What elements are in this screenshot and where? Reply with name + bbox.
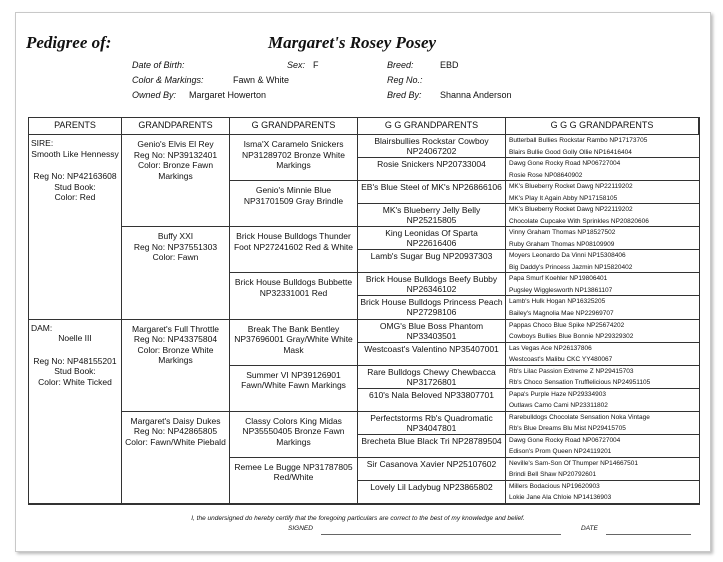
ggg-grandparent-pair bbox=[506, 412, 699, 435]
parent-color: Color: White Ticked bbox=[38, 376, 112, 387]
ggg-grandparent-entry: Rb's Lilac Passion Extreme Z NP29415703 bbox=[509, 367, 634, 375]
owned-label: Owned By: bbox=[132, 90, 177, 100]
ggg-grandparent-entry: Rarebulldogs Chocolate Sensation Noka Vintage bbox=[509, 413, 650, 421]
breed-value: EBD bbox=[440, 60, 459, 70]
ggg-grandparent-entry: Pugsley Wigglesworth NP13861107 bbox=[509, 286, 613, 294]
gg-grandparent-cell: Lamb's Sugar Bug NP20937303 bbox=[358, 250, 506, 273]
ggg-grandparent-pair bbox=[506, 181, 699, 204]
ggg-grandparent-entry: Blairs Bullie Good Golly Ollie NP16416404 bbox=[509, 148, 632, 156]
gg-grandparent-cell: 610's Nala Beloved NP33807701 bbox=[358, 389, 506, 412]
ggg-grandparent-entry: Rosie Rose NP08640902 bbox=[509, 171, 583, 179]
reg-label: Reg No.: bbox=[387, 75, 423, 85]
gg-grandparent-cell: Rosie Snickers NP20733004 bbox=[358, 158, 506, 181]
gg-grandparent-cell: Rare Bulldogs Chewy Chewbacca NP31726801 bbox=[358, 366, 506, 389]
ggg-grandparent-entry: MK's Play It Again Abby NP17158105 bbox=[509, 194, 618, 202]
ggg-grandparent-entry: Pappas Choco Blue Spike NP25674202 bbox=[509, 321, 625, 329]
certification-text: I, the undersigned do hereby certify that the foregoing particulars are correct to the best of my knowledge and belief. bbox=[191, 515, 525, 522]
sex-value: F bbox=[313, 60, 319, 70]
ggg-grandparent-entry: Moyers Leonardo Da Vinni NP15308406 bbox=[509, 252, 626, 260]
parent-color: Color: Red bbox=[54, 192, 96, 202]
gg-grandparent-cell: Brecheta Blue Black Tri NP28789504 bbox=[358, 435, 506, 458]
ggg-grandparent-entry: Rb's Choco Sensation Trufflelicious NP24951105 bbox=[509, 379, 651, 387]
ggg-grandparent-pair bbox=[506, 273, 699, 296]
ggg-grandparent-entry: Lamb's Hulk Hogan NP16325205 bbox=[509, 298, 606, 306]
parent-name: Noelle III bbox=[58, 333, 92, 343]
ggg-grandparent-entry: Big Daddy's Princess Jazmin NP15820402 bbox=[509, 263, 633, 271]
ggg-grandparent-pair bbox=[506, 158, 699, 181]
ggg-grandparent-pair bbox=[506, 250, 699, 273]
breed-label: Breed: bbox=[387, 60, 414, 70]
ggg-grandparent-entry: Papa's Purple Haze NP29334903 bbox=[509, 390, 607, 398]
ggg-grandparent-pair bbox=[506, 366, 699, 389]
dob-label: Date of Birth: bbox=[132, 60, 185, 70]
ggg-grandparent-entry: Dawg Gone Rocky Road NP06727004 bbox=[509, 160, 621, 168]
column-header: PARENTS bbox=[29, 118, 122, 135]
grandparent-reg: Reg No: NP37551303 bbox=[133, 241, 218, 252]
color-label: Color & Markings: bbox=[132, 75, 204, 85]
grandparent-name: Margaret's Daisy Dukes bbox=[130, 415, 221, 426]
ggg-grandparent-pair bbox=[506, 204, 699, 227]
parent-reg: Reg No: NP48155201 bbox=[33, 355, 117, 366]
ggg-grandparent-entry: Dawg Gone Rocky Road NP06727004 bbox=[509, 436, 621, 444]
ggg-grandparent-entry: Rb's Blue Dreams Blu Mist NP29415705 bbox=[509, 425, 626, 433]
gg-grandparent-cell: MK's Blueberry Jelly Belly NP25215805 bbox=[358, 204, 506, 227]
bred-label: Bred By: bbox=[387, 90, 422, 100]
ggg-grandparent-entry: Brindi Bell Shaw NP20792601 bbox=[509, 471, 597, 479]
grandparent-name: Margaret's Full Throttle bbox=[132, 323, 219, 334]
grandparent-cell bbox=[122, 135, 230, 227]
g-grandparent-cell: Brick House Bulldogs Bubbette NP32331001 Red bbox=[230, 273, 358, 319]
ggg-grandparent-pair bbox=[506, 481, 699, 504]
grandparent-color: Color: Bronze White Markings bbox=[137, 344, 214, 365]
date-line[interactable] bbox=[606, 534, 691, 535]
ggg-grandparent-entry: MK's Blueberry Rocket Dawg NP22119202 bbox=[509, 183, 633, 191]
signature-line[interactable] bbox=[321, 534, 561, 535]
gg-grandparent-cell: King Leonidas Of Sparta NP22616406 bbox=[358, 227, 506, 250]
gg-grandparent-cell: EB's Blue Steel of MK's NP26866106 bbox=[358, 181, 506, 204]
dog-name: Margaret's Rosey Posey bbox=[268, 33, 437, 52]
gg-grandparent-cell: Lovely Lil Ladybug NP23865802 bbox=[358, 481, 506, 504]
grandparent-cell bbox=[122, 412, 230, 504]
grandparent-reg: Reg No: NP42865805 bbox=[133, 426, 218, 437]
ggg-grandparent-pair bbox=[506, 435, 699, 458]
ggg-grandparent-entry: Westcoast's Malibu CKC YY480067 bbox=[509, 356, 613, 364]
ggg-grandparent-entry: Butterball Bullies Rockstar Rambo NP17173705 bbox=[509, 137, 648, 144]
ggg-grandparent-entry: Lokie Jane Ala Chloie NP14136903 bbox=[509, 494, 612, 502]
parent-stud: Stud Book: bbox=[54, 366, 96, 376]
ggg-grandparent-entry: Bailey's Magnolia Mae NP22969707 bbox=[509, 309, 614, 317]
ggg-grandparent-entry: Millers Bodacious NP19620903 bbox=[509, 482, 600, 490]
g-grandparent-cell: Brick House Bulldogs Thunder Foot NP27241602 Red & White bbox=[230, 227, 358, 273]
ggg-grandparent-pair bbox=[506, 135, 699, 158]
ggg-grandparent-pair bbox=[506, 227, 699, 250]
pedigree-page bbox=[15, 12, 711, 552]
column-header: GRANDPARENTS bbox=[122, 118, 230, 135]
ggg-grandparent-pair bbox=[506, 320, 699, 343]
owned-value: Margaret Howerton bbox=[189, 90, 267, 100]
ggg-grandparent-pair bbox=[506, 343, 699, 366]
grandparent-cell bbox=[122, 320, 230, 412]
g-grandparent-cell: Break The Bank Bentley NP37696001 Gray/White White Mask bbox=[230, 320, 358, 366]
g-grandparent-cell: Genio's Minnie Blue NP31701509 Gray Brindle bbox=[230, 181, 358, 227]
grandparent-reg: Reg No: NP43375804 bbox=[133, 334, 218, 344]
ggg-grandparent-pair bbox=[506, 389, 699, 412]
ggg-grandparent-entry: Ruby Graham Thomas NP08109909 bbox=[509, 240, 615, 248]
grandparent-color: Color: Fawn bbox=[152, 252, 199, 263]
column-header: G GRANDPARENTS bbox=[230, 118, 358, 135]
parent-name: Smooth Like Hennessy bbox=[31, 148, 119, 159]
ggg-grandparent-entry: MK's Blueberry Rocket Dawg NP22119202 bbox=[509, 206, 633, 214]
column-header: G G GRANDPARENTS bbox=[358, 118, 506, 135]
ggg-grandparent-entry: Cowboys Bullies Blue Bonnie NP29329302 bbox=[509, 333, 634, 340]
ggg-grandparent-entry: Chocolate Cupcake With Sprinkles NP20820606 bbox=[509, 217, 649, 225]
date-label: DATE bbox=[581, 525, 598, 532]
pedigree-table bbox=[28, 117, 700, 505]
ggg-grandparent-pair bbox=[506, 296, 699, 319]
sex-label: Sex: bbox=[287, 60, 306, 70]
ggg-grandparent-pair bbox=[506, 458, 699, 481]
dam-cell bbox=[29, 320, 122, 505]
grandparent-name: Buffy XXI bbox=[157, 231, 194, 242]
grandparent-reg: Reg No: NP39132401 bbox=[133, 149, 218, 160]
bred-value: Shanna Anderson bbox=[440, 90, 512, 100]
gg-grandparent-cell: Perfectstorms Rb's Quadromatic NP34047801 bbox=[358, 412, 506, 435]
page-title: Pedigree of: bbox=[26, 33, 112, 52]
parent-reg: Reg No: NP42163608 bbox=[33, 171, 117, 181]
ggg-grandparent-entry: Outlaws Camo Cami NP23311802 bbox=[509, 402, 608, 410]
g-grandparent-cell: Isma'X Caramelo Snickers NP31289702 Bronze White Markings bbox=[230, 135, 358, 181]
ggg-grandparent-entry: Las Vegas Ace NP26137806 bbox=[509, 344, 592, 352]
g-grandparent-cell: Remee Le Bugge NP31787805 Red/White bbox=[230, 458, 358, 504]
gg-grandparent-cell: Brick House Bulldogs Princess Peach NP27298106 bbox=[358, 296, 506, 319]
gg-grandparent-cell: Blairsbullies Rockstar Cowboy NP24067202 bbox=[358, 135, 506, 158]
grandparent-name: Genio's Elvis El Rey bbox=[137, 139, 214, 149]
grandparent-color: Color: Fawn/White Piebald bbox=[125, 436, 226, 447]
gg-grandparent-cell: OMG's Blue Boss Phantom NP33403501 bbox=[358, 320, 506, 343]
g-grandparent-cell: Classy Colors King Midas NP35550405 Bronze Fawn Markings bbox=[230, 412, 358, 458]
ggg-grandparent-entry: Papa Smurf Koehler NP19806401 bbox=[509, 275, 608, 283]
parent-label: DAM: bbox=[31, 322, 53, 333]
grandparent-color: Color: Bronze Fawn Markings bbox=[137, 160, 214, 181]
g-grandparent-cell: Summer VI NP39126901 Fawn/White Fawn Markings bbox=[230, 366, 358, 412]
column-header: G G G GRANDPARENTS bbox=[506, 118, 699, 135]
gg-grandparent-cell: Brick House Bulldogs Beefy Bubby NP26346102 bbox=[358, 273, 506, 296]
gg-grandparent-cell: Westcoast's Valentino NP35407001 bbox=[358, 343, 506, 366]
ggg-grandparent-entry: Neville's Sam-Son Of Thumper NP14667501 bbox=[509, 459, 639, 467]
parent-stud: Stud Book: bbox=[54, 181, 96, 192]
sire-cell bbox=[29, 135, 122, 320]
gg-grandparent-cell: Sir Casanova Xavier NP25107602 bbox=[358, 458, 506, 481]
grandparent-cell bbox=[122, 227, 230, 319]
color-value: Fawn & White bbox=[233, 75, 290, 85]
parent-label: SIRE: bbox=[31, 138, 54, 148]
signed-label: SIGNED bbox=[288, 525, 313, 532]
ggg-grandparent-entry: Edison's Prom Queen NP24119201 bbox=[509, 448, 612, 456]
ggg-grandparent-entry: Vinny Graham Thomas NP18527502 bbox=[509, 229, 616, 237]
